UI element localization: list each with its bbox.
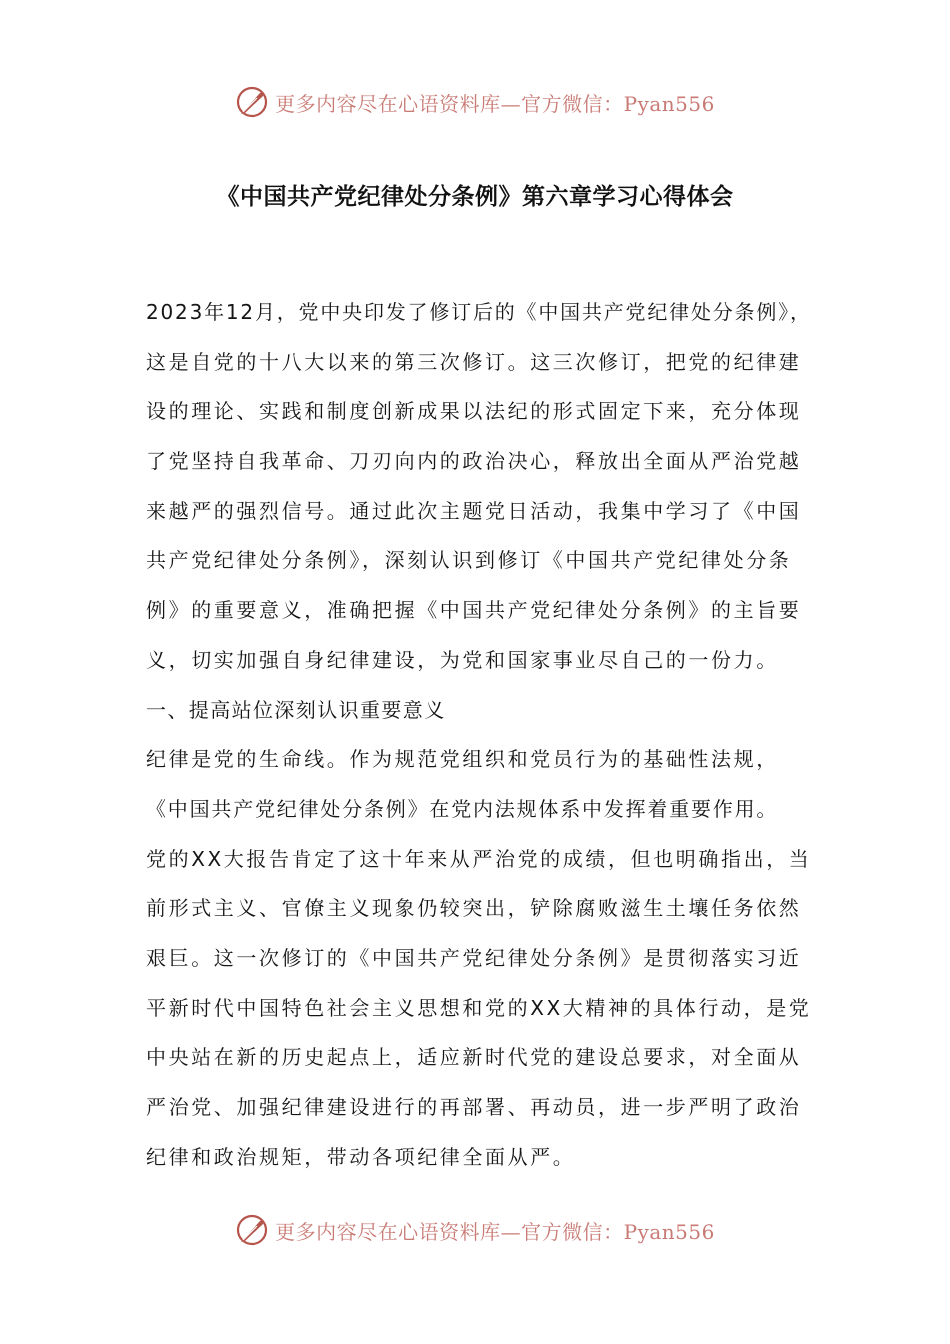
text-line: 平新时代中国特色社会主义思想和党的XX大精神的具体行动，是党 bbox=[146, 995, 812, 1020]
watermark-text: 更多内容尽在心语资料库—官方微信：Pyan556 bbox=[275, 1219, 715, 1244]
section-heading: 一、提高站位深刻认识重要意义 bbox=[146, 697, 446, 722]
text-line: 党的XX大报告肯定了这十年来从严治党的成绩，但也明确指出，当 bbox=[146, 846, 812, 871]
watermark-text: 更多内容尽在心语资料库—官方微信：Pyan556 bbox=[275, 91, 715, 116]
text-line: 纪律是党的生命线。作为规范党组织和党员行为的基础性法规， bbox=[146, 747, 779, 772]
text-line: 艰巨。这一次修订的《中国共产党纪律处分条例》是贯彻落实习近 bbox=[146, 945, 802, 970]
footer-watermark bbox=[0, 1210, 950, 1250]
text-line: 设的理论、实践和制度创新成果以法纪的形式固定下来，充分体现 bbox=[146, 399, 802, 424]
header-watermark bbox=[0, 82, 950, 122]
text-line: 纪律和政治规矩，带动各项纪律全面从严。 bbox=[146, 1144, 576, 1169]
document-title: 《中国共产党纪律处分条例》第六章学习心得体会 bbox=[216, 184, 734, 210]
text-line: 共产党纪律处分条例》，深刻认识到修订《中国共产党纪律处分条 bbox=[146, 548, 792, 573]
text-line: 2023年12月，党中央印发了修订后的《中国共产党纪律处分条例》， bbox=[146, 300, 812, 324]
text-line: 例》的重要意义，准确把握《中国共产党纪律处分条例》的主旨要 bbox=[146, 598, 802, 623]
text-line: 《中国共产党纪律处分条例》在党内法规体系中发挥着重要作用。 bbox=[146, 796, 779, 821]
text-line: 中央站在新的历史起点上，适应新时代党的建设总要求，对全面从 bbox=[146, 1045, 802, 1070]
text-line: 义，切实加强自身纪律建设，为党和国家事业尽自己的一份力。 bbox=[146, 647, 779, 672]
text-line: 前形式主义、官僚主义现象仍较突出，铲除腐败滋生土壤任务依然 bbox=[146, 896, 802, 921]
text-line: 了党坚持自我革命、刀刃向内的政治决心，释放出全面从严治党越 bbox=[146, 449, 802, 474]
document-body bbox=[146, 288, 812, 1182]
quill-pen-icon bbox=[235, 85, 269, 119]
text-line: 严治党、加强纪律建设进行的再部署、再动员，进一步严明了政治 bbox=[146, 1095, 802, 1119]
quill-pen-icon bbox=[235, 1213, 269, 1247]
text-line: 来越严的强烈信号。通过此次主题党日活动，我集中学习了《中国 bbox=[146, 498, 802, 523]
text-line: 这是自党的十八大以来的第三次修订。这三次修订，把党的纪律建 bbox=[146, 349, 802, 374]
